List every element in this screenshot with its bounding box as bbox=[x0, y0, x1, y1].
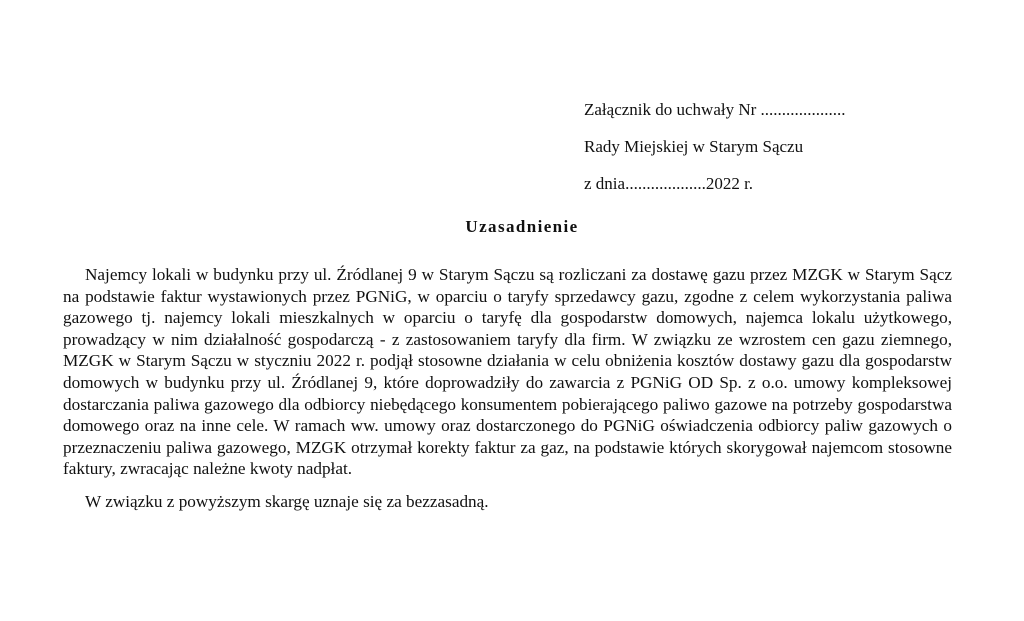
attachment-council-name: Rady Miejskiej w Starym Sączu bbox=[584, 137, 804, 156]
document-title: Uzasadnienie bbox=[465, 217, 579, 236]
body-paragraph-conclusion: W związku z powyższym skargę uznaje się za bezzasadną. bbox=[85, 491, 489, 511]
document-body bbox=[63, 264, 952, 513]
body-paragraph-justification: Najemcy lokali w budynku przy ul. Źródlanej 9 w Starym Sączu są rozliczani za dostawę gazu przez MZGK w Starym Sącz na podstawie faktur wystawionych przez PGNiG, w oparciu o taryfy sprzedawcy gazu, zgodne z celem wykorzystania paliwa gazowego tj. najemcy lokali mieszkalnych w oparciu o taryfę dla gospodarstw domowych, najemca lokalu użytkowego, prowadzący w nim działalność gospodarczą - z zastosowaniem taryfy dla firm. W związku ze wzrostem cen gazu ziemnego, MZGK w Starym Sączu w styczniu 2022 r. podjął stosowne działania w celu obniżenia kosztów dostawy gazu dla gospodarstw domowych w budynku przy ul. Źródlanej 9, które doprowadziły do zawarcia z PGNiG OD Sp. z o.o. umowy kompleksowej dostarczania paliwa gazowego dla odbiorcy niebędącego konsumentem pobierającego paliwo gazowe na potrzeby gospodarstwa domowego oraz na inne cele. W ramach ww. umowy oraz dostarczonego do PGNiG oświadczenia odbiorcy paliw gazowych o przeznaczeniu paliwa gazowego, MZGK otrzymał korekty faktur za gaz, na podstawie których skorygował najemcom stosowne faktury, zwracając należne kwoty nadpłat. bbox=[63, 265, 952, 479]
attachment-resolution-number: Załącznik do uchwały Nr .................... bbox=[584, 100, 846, 119]
attachment-date: z dnia...................2022 r. bbox=[584, 174, 754, 193]
attachment-header bbox=[584, 100, 846, 211]
